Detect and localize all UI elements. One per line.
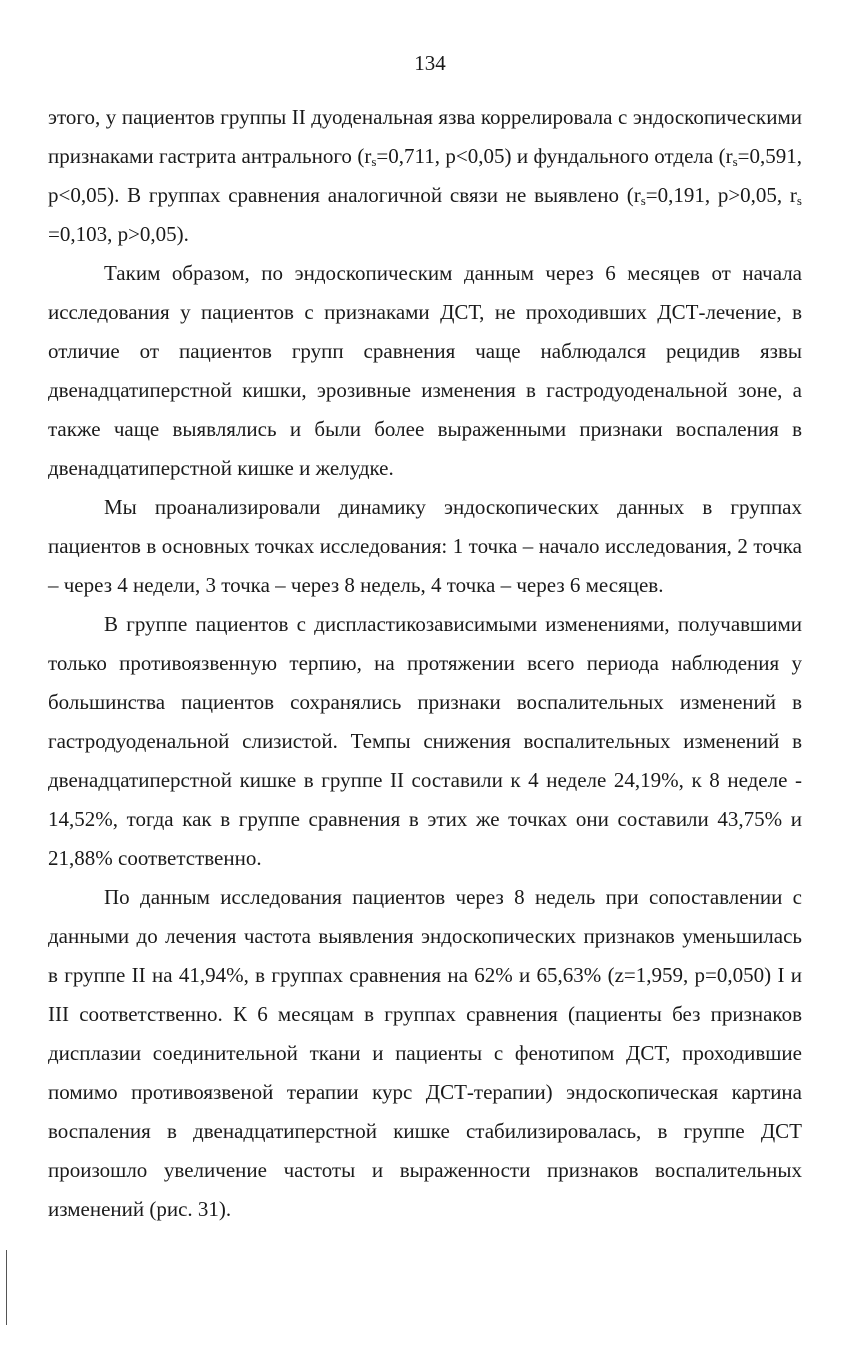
document-body — [48, 98, 802, 1229]
subscript-s: s — [371, 154, 377, 169]
paragraph-1-text-a: этого, у пациентов группы II дуоденальная язва коррелировала с эндоскопическими признаками гастрита антрального (r — [48, 105, 802, 168]
subscript-s: s — [796, 193, 802, 208]
page-number: 134 — [414, 51, 446, 75]
scan-margin-line — [6, 1250, 7, 1325]
paragraph-1-text-b: =0,711, p<0,05) и фундального отдела (r — [376, 144, 733, 168]
paragraph-5: По данным исследования пациентов через 8 недель при сопоставлении с данными до лечения частота выявления эндоскопических признаков уменьшилась в группе II на 41,94%, в группах сравнения на 62% и 65,63% (z=1,959, p=0,050) I и III соответственно. К 6 месяцам в группах сравнения (пациенты без признаков дисплазии соединительной ткани и пациенты с фенотипом ДСТ, проходившие помимо противоязвеной терапии курс ДСТ-терапии) эндоскопическая картина воспаления в двенадцатиперстной кишке стабилизировалась, в группе ДСТ произошло увеличение частоты и выраженности признаков воспалительных изменений (рис. 31). — [48, 885, 802, 1221]
paragraph-1-text-c: =0,591, p<0,05). В группах сравнения аналогичной связи не выявлено (r — [48, 144, 803, 207]
subscript-s: s — [640, 193, 646, 208]
paragraph-1-text-e: =0,103, p>0,05). — [48, 222, 189, 246]
paragraph-3: Мы проанализировали динамику эндоскопических данных в группах пациентов в основных точках исследования: 1 точка – начало исследования, 2 точка – через 4 недели, 3 точка – через 8 недель, 4 точка – через 6 месяцев. — [48, 495, 802, 597]
subscript-s: s — [732, 154, 738, 169]
paragraph-4: В группе пациентов с диспластикозависимыми изменениями, получавшими только противоязвенную терпию, на протяжении всего периода наблюдения у большинства пациентов сохранялись признаки воспалительных изменений в гастродуоденальной слизистой. Темпы снижения воспалительных изменений в двенадцатиперстной кишке в группе II составили к 4 неделе 24,19%, к 8 неделе - 14,52%, тогда как в группе сравнения в этих же точках они составили 43,75% и 21,88% соответственно. — [48, 612, 802, 870]
paragraph-1 — [48, 98, 802, 254]
paragraph-2: Таким образом, по эндоскопическим данным через 6 месяцев от начала исследования у пациентов с признаками ДСТ, не проходивших ДСТ-лечение, в отличие от пациентов групп сравнения чаще наблюдался рецидив язвы двенадцатиперстной кишки, эрозивные изменения в гастродуоденальной зоне, а также чаще выявлялись и были более выраженными признаки воспаления в двенадцатиперстной кишке и желудке. — [48, 261, 802, 480]
paragraph-1-text-d: =0,191, p>0,05, r — [645, 183, 797, 207]
